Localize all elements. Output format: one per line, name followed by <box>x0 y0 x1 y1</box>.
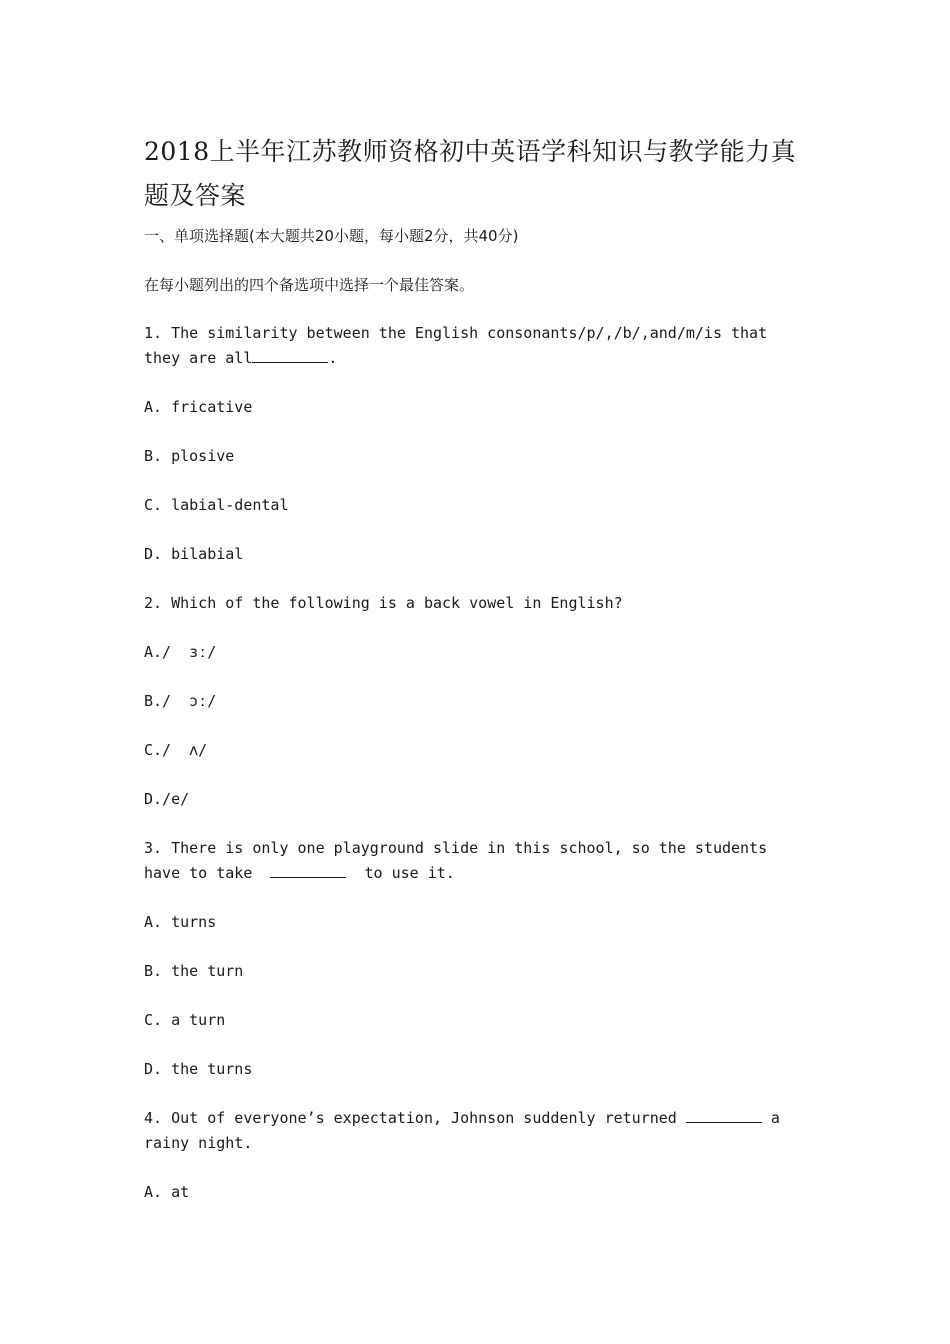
question-3-option-b: B. the turn <box>144 962 244 980</box>
document-title: 2018上半年江苏教师资格初中英语学科知识与教学能力真题及答案 <box>144 137 797 210</box>
question-2-option-a: A./ ɜː/ <box>144 643 217 661</box>
question-2-option-d: D./e/ <box>144 790 190 808</box>
question-4-option-a: A. at <box>144 1183 190 1201</box>
question-2-stem: 2. Which of the following is a back vowel in English? <box>144 594 623 612</box>
question-2-option-b: B./ ɔː/ <box>144 692 217 710</box>
question-1-option-a: A. fricative <box>144 398 253 416</box>
question-1-option-c: C. labial-dental <box>144 496 289 514</box>
question-2 <box>144 591 804 616</box>
question-3-stem: 3. There is only one playground slide in this school, so the students have to take <box>144 839 777 882</box>
question-1-stem: 1. The similarity between the English consonants/p/,/b/,and/m/is that they are all <box>144 324 777 367</box>
section-heading: 一、单项选择题(本大题共20小题，每小题2分，共40分) <box>144 227 519 245</box>
question-4 <box>144 1106 804 1156</box>
question-1-option-b: B. plosive <box>144 447 235 465</box>
instructions: 在每小题列出的四个备选项中选择一个最佳答案。 <box>144 276 475 294</box>
question-3-option-c: C. a turn <box>144 1011 226 1029</box>
question-4-stem-end: a rainy night. <box>144 1109 789 1152</box>
question-2-option-c: C./ ʌ/ <box>144 741 208 759</box>
document-page <box>144 130 804 1205</box>
answer-blank <box>686 1108 762 1123</box>
question-3-option-d: D. the turns <box>144 1060 253 1078</box>
question-3-stem-end: to use it. <box>346 864 455 882</box>
answer-blank <box>270 863 346 878</box>
question-3 <box>144 836 804 886</box>
question-4-stem: 4. Out of everyone’s expectation, Johnson suddenly returned <box>144 1109 686 1127</box>
question-1-option-d: D. bilabial <box>144 545 244 563</box>
question-1-stem-end: . <box>328 349 338 367</box>
question-1 <box>144 321 804 371</box>
question-3-option-a: A. turns <box>144 913 217 931</box>
answer-blank <box>252 348 328 363</box>
